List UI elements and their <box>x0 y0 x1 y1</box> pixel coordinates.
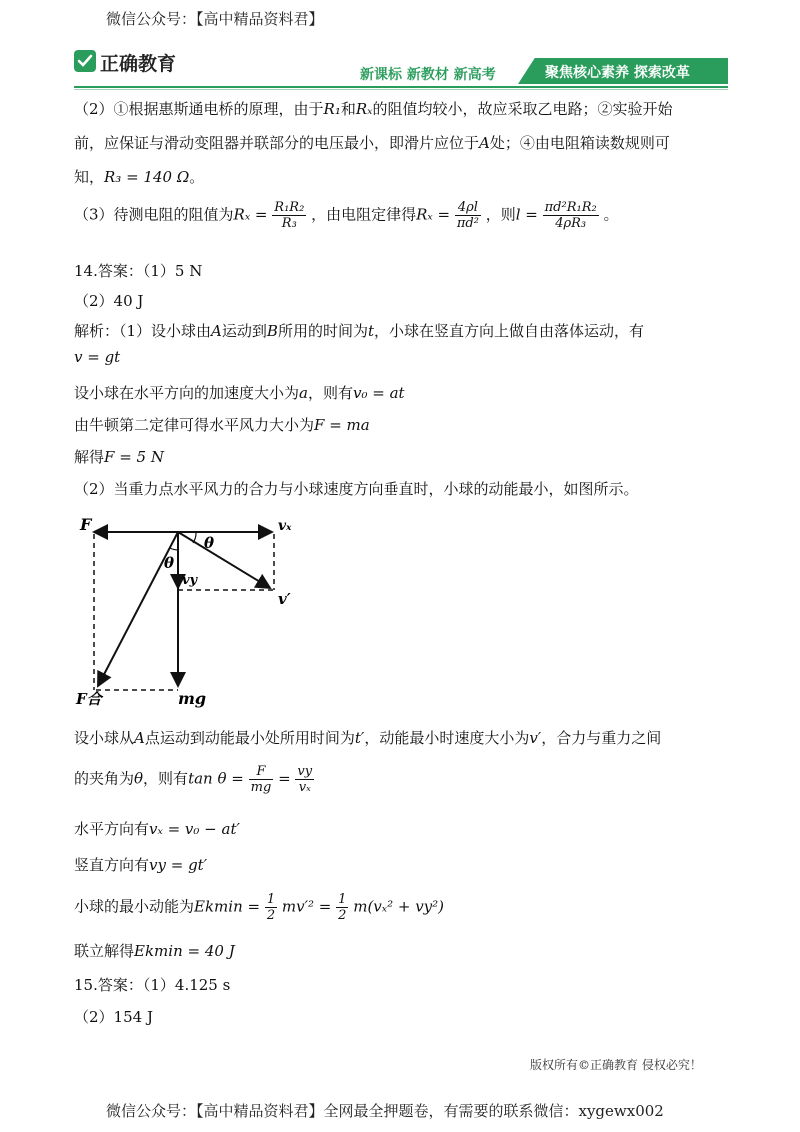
theta-arc-top <box>193 532 196 543</box>
q13-3-line: （3）待测电阻的阻值为Rₓ = $\frac{\text{R₁R₂}}{\text{R₃}}$ ，由电阻定律得Rₓ = $\frac{4\rho l}{\text{πd²}}$ ，则l = $\frac{\text{πd²R₁R₂}}{\text{4ρR₃}}$ 。 <box>74 200 619 231</box>
label-vy: vy <box>182 573 198 588</box>
q14-explain-8: 水平方向有vₓ = v₀ − at′ <box>74 820 240 838</box>
logo-text: 正确教育 <box>100 53 177 75</box>
bottom-watermark: 微信公众号：【高中精品资料君】全网最全押题卷，有需要的联系微信：xygewx002 <box>106 1102 664 1120</box>
q14-explain-9: 竖直方向有vy = gt′ <box>74 856 208 874</box>
q15-answer-2: （2）154 J <box>74 1008 153 1026</box>
label-mg: mg <box>178 689 207 708</box>
label-Fhe: F合 <box>76 690 102 708</box>
q14-explain-6: 设小球从A点运动到动能最小处所用时间为t′，动能最小时速度大小为v′，合力与重力之间 <box>74 729 662 747</box>
q14-explain-7: 的夹角为θ，则有tan θ = $\frac{F}{mg}$ = $\frac{vy}{\text{vₓ}}$ <box>74 764 313 795</box>
q14-answer-2: （2）40 J <box>74 292 144 310</box>
logo-check-icon <box>74 50 96 72</box>
q14-explain-2: 设小球在水平方向的加速度大小为a，则有v₀ = at <box>74 384 405 402</box>
q14-explain-11: 联立解得Ekmin = 40 J <box>74 942 235 960</box>
q14-eq-1: v = gt <box>74 348 121 366</box>
header-slogan-left: 新课标 新教材 新高考 <box>360 67 496 83</box>
q14-answer-1: 14.答案：（1）5 N <box>74 262 203 280</box>
label-F: F <box>80 515 92 534</box>
label-vprime: v′ <box>278 590 291 608</box>
q13-2-line2: 前，应保证与滑动变阻器并联部分的电压最小，即滑片应位于A处；④由电阻箱读数规则可 <box>74 134 670 152</box>
copyright-note: 版权所有©正确教育 侵权必究！ <box>530 1058 702 1072</box>
top-watermark: 微信公众号：【高中精品资料君】 <box>106 10 324 28</box>
q14-explain-3: 由牛顿第二定律可得水平风力大小为F = ma <box>74 416 370 434</box>
header-slogan-right: 聚焦核心素养 探索改革 <box>545 65 690 81</box>
label-theta-left: θ <box>164 554 175 572</box>
q14-explain-10: 小球的最小动能为Ekmin = $\frac{1}{2}$ mv′² = $\frac{1}{2}$ m(vₓ² + vy²) <box>74 892 445 923</box>
label-vx: vₓ <box>278 518 292 534</box>
q13-2-line1: （2）①根据惠斯通电桥的原理，由于R₁和Rₓ的阻值均较小，故应采取乙电路；②实验开始 <box>74 100 673 118</box>
label-theta-top: θ <box>204 534 215 552</box>
q13-2-line3: 知，R₃ = 140 Ω。 <box>74 168 205 186</box>
q14-explain-5: （2）当重力点水平风力的合力与小球速度方向垂直时，小球的动能最小，如图所示。 <box>74 480 639 498</box>
force-diagram <box>74 512 314 712</box>
theta-arc-left <box>170 548 178 550</box>
q14-explain-4: 解得F = 5 N <box>74 448 164 466</box>
header-divider <box>74 86 728 88</box>
q14-explain-1: 解析：（1）设小球由A运动到B所用的时间为t，小球在竖直方向上做自由落体运动，有 <box>74 322 644 340</box>
q15-answer-1: 15.答案：（1）4.125 s <box>74 976 231 994</box>
header-divider-thin <box>74 89 728 90</box>
